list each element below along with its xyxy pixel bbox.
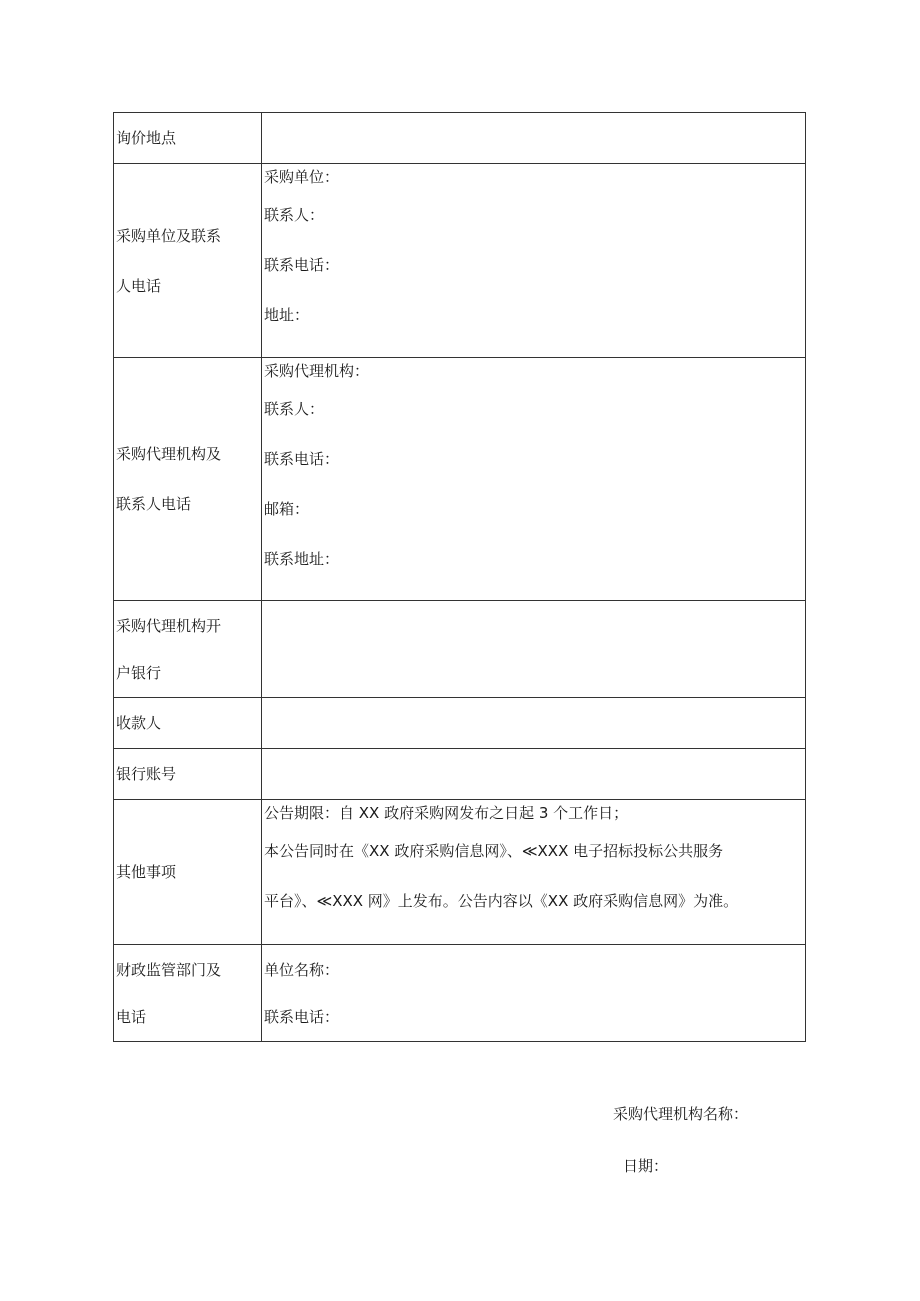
label-agency — [114, 358, 262, 601]
label-text: 银行账号 — [116, 765, 177, 783]
label-finance-dept — [114, 945, 262, 1042]
finance-unit-name: 单位名称： — [264, 961, 340, 979]
agency-name: 采购代理机构： — [264, 362, 370, 380]
value-finance-dept — [262, 945, 806, 1042]
label-line-1: 采购单位及联系 — [116, 226, 222, 245]
row-other-matters — [114, 800, 806, 945]
value-text — [264, 698, 805, 748]
row-agency — [114, 358, 806, 601]
value-other-matters — [262, 800, 806, 945]
row-finance-dept — [114, 945, 806, 1042]
label-payee — [114, 698, 262, 749]
row-inquiry-location — [114, 113, 806, 164]
label-line-1: 财政监管部门及 — [116, 961, 222, 979]
label-line-1: 采购代理机构及 — [116, 445, 222, 463]
label-line-2: 联系人电话 — [116, 495, 192, 513]
agency-phone: 联系电话： — [264, 450, 340, 468]
label-line-2: 电话 — [116, 1008, 147, 1026]
other-line-2: 本公告同时在《XX 政府采购信息网》、≪XXX 电子招标投标公共服务 — [264, 842, 724, 860]
label-text: 收款人 — [116, 714, 162, 732]
purchaser-phone: 联系电话： — [264, 256, 340, 274]
row-agency-bank — [114, 601, 806, 698]
other-line-1: 公告期限：自 XX 政府采购网发布之日起 3 个工作日； — [264, 804, 629, 822]
finance-phone: 联系电话： — [264, 1008, 340, 1026]
other-line-3: 平台》、≪XXX 网》上发布。公告内容以《XX 政府采购信息网》为准。 — [264, 892, 739, 910]
label-inquiry-location — [114, 113, 262, 164]
purchaser-contact: 联系人： — [264, 206, 325, 224]
footer-date: 日期： — [623, 1157, 669, 1175]
agency-address: 联系地址： — [264, 550, 340, 568]
agency-email: 邮箱： — [264, 500, 310, 518]
agency-contact: 联系人： — [264, 400, 325, 418]
label-line-2: 人电话 — [116, 276, 162, 295]
label-line-2: 户银行 — [116, 664, 162, 682]
value-text — [264, 113, 805, 163]
label-line-1: 采购代理机构开 — [116, 617, 222, 635]
label-text: 询价地点 — [116, 129, 177, 147]
row-purchaser — [114, 164, 806, 358]
row-bank-account — [114, 749, 806, 800]
purchaser-address: 地址： — [264, 306, 310, 324]
value-text — [264, 749, 805, 799]
label-purchaser — [114, 164, 262, 358]
value-purchaser — [262, 164, 806, 358]
label-agency-bank — [114, 601, 262, 698]
label-text: 其他事项 — [116, 863, 177, 881]
purchaser-unit: 采购单位： — [264, 168, 340, 186]
value-bank-account — [262, 749, 806, 800]
value-text — [264, 601, 805, 651]
value-inquiry-location — [262, 113, 806, 164]
announcement-table — [113, 112, 806, 1042]
value-payee — [262, 698, 806, 749]
footer-agency-name: 采购代理机构名称： — [613, 1105, 749, 1123]
label-bank-account — [114, 749, 262, 800]
label-other-matters — [114, 800, 262, 945]
row-payee — [114, 698, 806, 749]
value-agency — [262, 358, 806, 601]
value-agency-bank — [262, 601, 806, 698]
